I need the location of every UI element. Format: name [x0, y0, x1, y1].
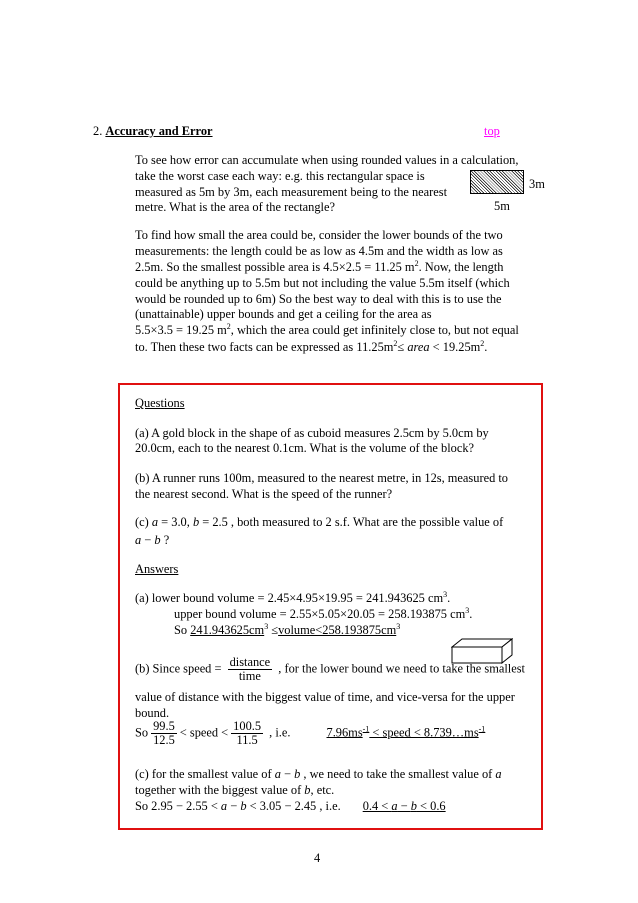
answer-a-lower: (a) lower bound volume = 2.45×4.95×19.95 = 241.943625 $cm^3$.	[135, 590, 451, 605]
explanation-line: could be anything up to 5.5m but not including the value 5.5m itself (which	[135, 276, 510, 290]
explanation-line: to. Then these two facts can be expressed as $11.25m^2\le$ area < $19.25m^2$.	[135, 339, 488, 354]
explanation-line: measurements: the length could be as low as 4.5m and the width as low as	[135, 244, 503, 258]
hatched-rectangle-figure	[470, 170, 524, 194]
explanation-line: To find how small the area could be, consider the lower bounds of the two	[135, 228, 503, 242]
rectangle-height-label: 3m	[529, 177, 545, 191]
question-a-line: (a) A gold block in the shape of as cuboid measures 2.5cm by 5.0cm by	[135, 426, 489, 440]
answer-b-result: So $\frac{99.5}{12.5}$ < speed < $\frac{100.5}{11.5}$ , i.e. $7.96ms^{-1}$ < speed < $8.739\dots ms^{-1}$	[135, 719, 486, 747]
answer-c-result: So 2.95 − 2.55 < a − b < 3.05 − 2.45 , i.e. 0.4 < a − b < 0.6	[135, 799, 446, 813]
answer-b-line: value of distance with the biggest value of time, and vice-versa for the upper	[135, 690, 515, 704]
speed-formula-fraction: $\frac{\text{distance}}{\text{time}}$	[229, 655, 271, 683]
question-b-line: (b) A runner runs 100m, measured to the nearest metre, in 12s, measured to	[135, 471, 508, 485]
intro-line: metre. What is the area of the rectangle?	[135, 200, 335, 214]
explanation-line: 2.5m. So the smallest possible area is 4.5×2.5 = 11.25 $m^2$. Now, the length	[135, 259, 504, 274]
question-c-line: (c) a = 3.0, b = 2.5 , both measured to 2 s.f. What are the possible value of	[135, 515, 504, 529]
answers-heading: Answers	[135, 562, 179, 576]
answer-b-line: (b) Since speed = $\frac{\text{distance}}{\text{time}}$ , for the lower bound we need to take the smallest	[135, 655, 525, 683]
section-number: 2.	[93, 124, 106, 138]
lower-speed-fraction: $\frac{99.5}{12.5}$	[153, 719, 175, 747]
intro-line: take the worst case each way: e.g. this rectangular space is	[135, 169, 425, 183]
question-a-line: 20.0cm, each to the nearest 0.1cm. What is the volume of the block?	[135, 441, 475, 455]
questions-heading: Questions	[135, 396, 185, 410]
intro-line: measured as 5m by 3m, each measurement being to the nearest	[135, 185, 448, 199]
upper-speed-fraction: $\frac{100.5}{11.5}$	[233, 719, 262, 747]
answer-a-upper: upper bound volume = 2.55×5.05×20.05 = 258.193875 $cm^3$.	[174, 606, 473, 621]
intro-line: To see how error can accumulate when using rounded values in a calculation,	[135, 153, 519, 167]
explanation-line: would be rounded up to 6m) So the best way to deal with this is to use the	[135, 292, 502, 306]
answer-b-line: bound.	[135, 706, 170, 720]
answer-a-result: So $241.943625cm^3$ $\le volume<258.193875cm^3$	[174, 622, 401, 637]
answer-c-line: together with the biggest value of b, etc.	[135, 783, 335, 797]
rectangle-width-label: 5m	[494, 199, 510, 213]
question-c-expression: a − b ?	[135, 533, 170, 547]
top-link[interactable]: top	[484, 124, 500, 138]
answer-c-range: 0.4 < a − b < 0.6	[362, 799, 446, 813]
page-number: 4	[314, 851, 321, 865]
explanation-line: 5.5×3.5 = 19.25 $m^2$, which the area could get infinitely close to, but not equal	[135, 322, 519, 337]
explanation-line: (unattainable) upper bounds and get a ceiling for the area as	[135, 307, 432, 321]
question-b-line: the nearest second. What is the speed of the runner?	[135, 487, 393, 501]
answer-c-line: (c) for the smallest value of a − b , we need to take the smallest value of a	[135, 767, 502, 781]
section-heading	[93, 124, 213, 138]
upper-area-calc: 5.5×3.5 = 19.25	[135, 323, 215, 337]
section-title: Accuracy and Error	[105, 124, 213, 138]
lower-area-calc: 4.5×2.5 = 11.25	[323, 260, 402, 274]
